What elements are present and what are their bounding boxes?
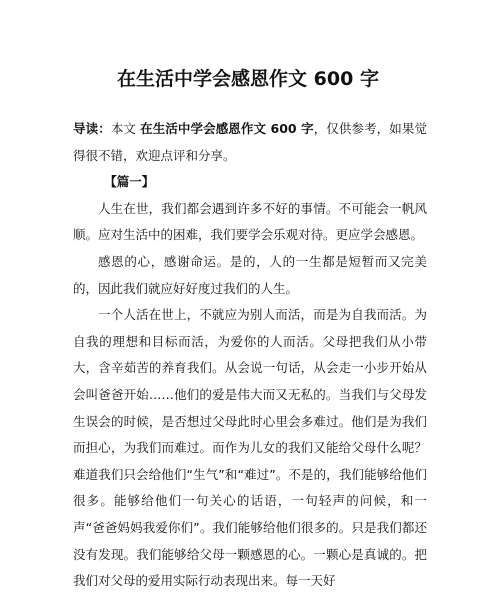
- paragraph-3: 一个人活在世上，不就应为别人而活，而是为自我而活。为自我的理想和目标而活，为爱你的人而活。父母把我们从小带大，含辛茹苦的养育我们。从会说一句话，从会走一小步开始从会叫爸爸开始……他们的爱是伟大而又无私的。当我们与父母发生误会的时候，是否想过父母此时心里会多难过。他们是为我们而担心，为我们而难过。而作为儿女的我们又能给父母什么呢？难道我们只会给他们“生气”和“难过”。不是的，我们能够给他们很多。能够给他们一句关心的话语，一句轻声的问候，和一声“爸爸妈妈我爱你们”。我们能够给他们很多的。只是我们都还没有发现。我们能够给父母一颗感恩的心。一颗心是真诚的。把我们对父母的爱用实际行动表现出来。每一天好: [73, 307, 427, 589]
- paragraph-1: 人生在世，我们都会遇到许多不好的事情。不可能会一帆风顺。应对生活中的困难，我们要学会乐观对待。更应学会感恩。: [73, 200, 427, 243]
- document-title: 在生活中学会感恩作文 600 字: [117, 68, 379, 90]
- document-body: [73, 116, 427, 595]
- paragraph-2: 感恩的心，感谢命运。是的，人的一生都是短暂而又完美的，因此我们就应好好度过我们的人生。: [73, 253, 427, 296]
- intro-prefix: 本文: [110, 121, 141, 136]
- intro-suffix: ，仅供参考，如果觉得很不错，欢迎点评和分享。: [73, 121, 427, 163]
- intro-paragraph: [73, 116, 427, 169]
- intro-title-ref: 在生活中学会感恩作文 600 字: [140, 121, 314, 136]
- section-heading: 【篇一】: [104, 174, 155, 190]
- intro-label: 导读：: [73, 121, 111, 136]
